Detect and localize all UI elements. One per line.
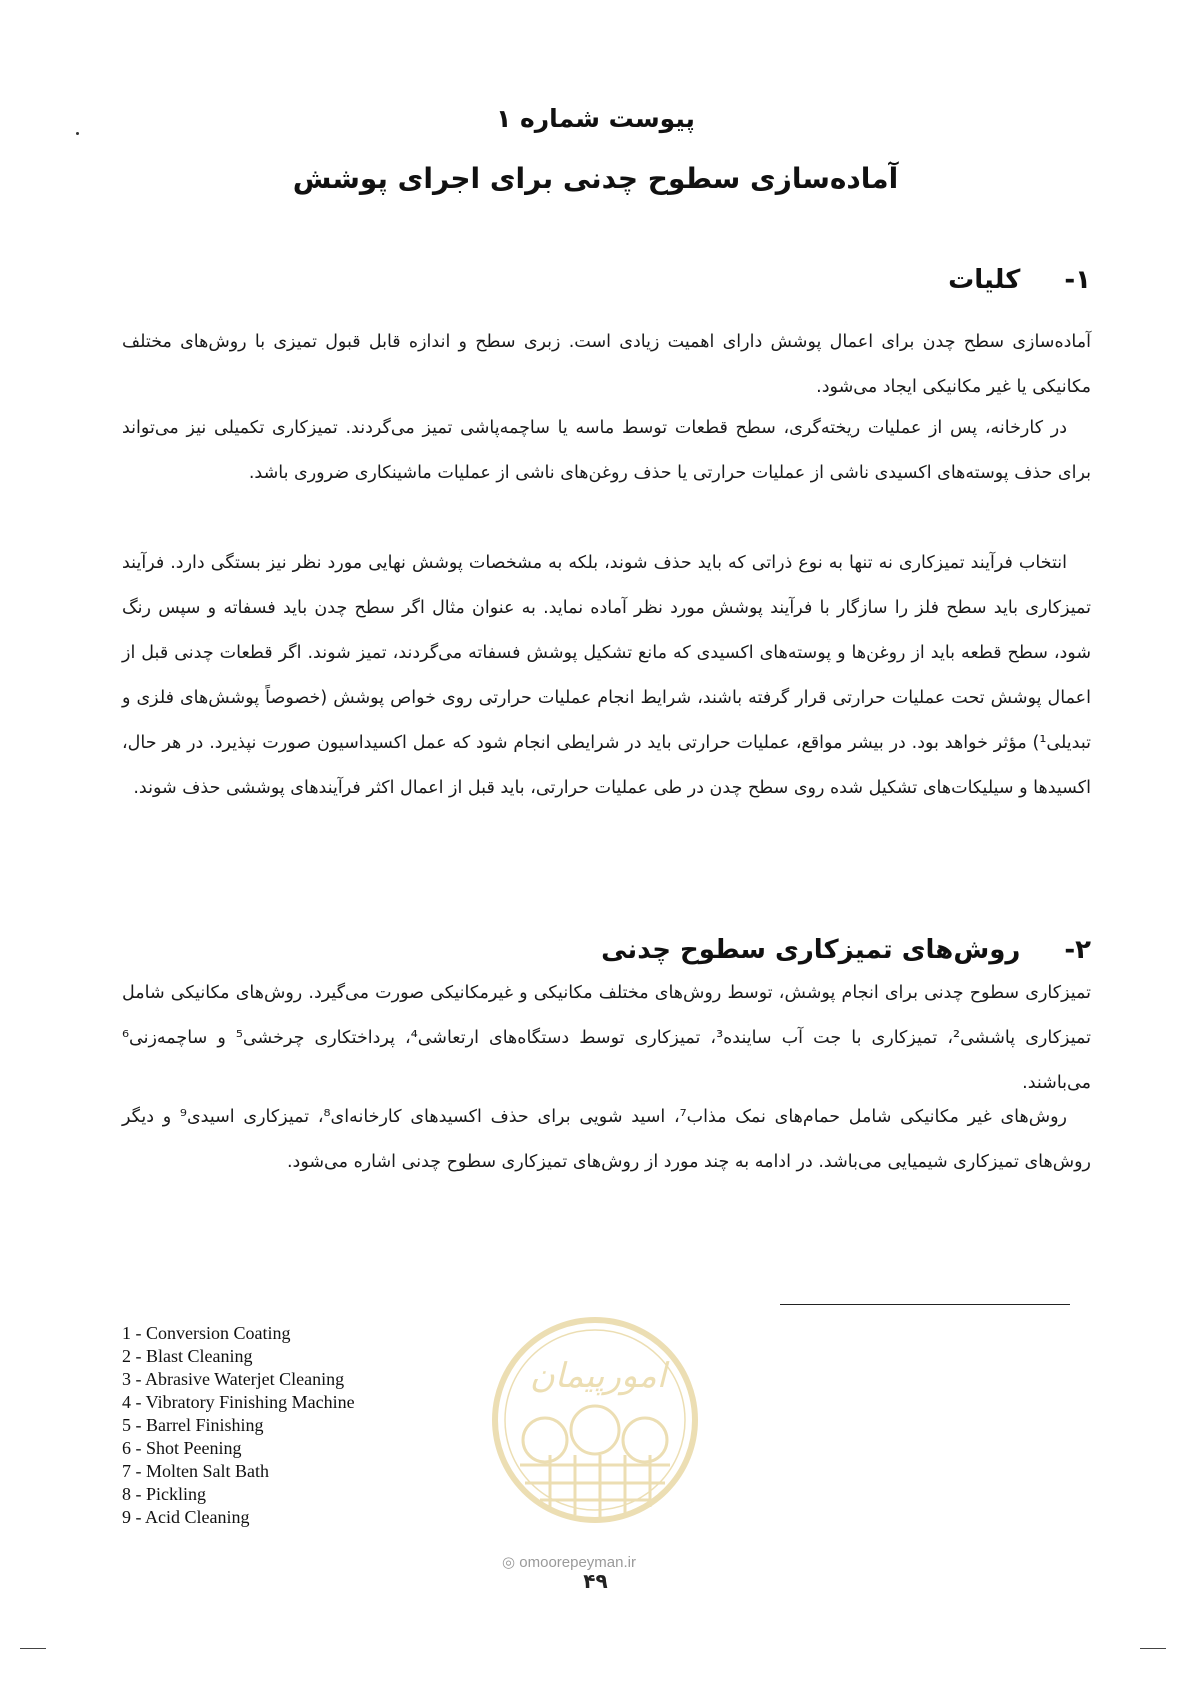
page-number: ۴۹ [583, 1569, 608, 1593]
section-number: ۲- [1064, 935, 1091, 965]
paragraph-text: روش‌های غیر مکانیکی شامل حمام‌های نمک مذاب⁷، اسید شویی برای حذف اکسیدهای کارخانه‌ای⁸، تمیزکاری اسیدی⁹ و دیگر روش‌های تمیزکاری شیمیایی می‌باشد. در ادامه به چند مورد از روش‌های تمیزکاری سطوح چدنی اشاره می‌شود. [122, 1107, 1091, 1172]
section-title: روش‌های تمیزکاری سطوح چدنی [601, 935, 1021, 965]
footnote: 1 - Conversion Coating [122, 1323, 291, 1343]
watermark-logo-text: امورپیمان [529, 1356, 667, 1396]
footnote: 6 - Shot Peening [122, 1438, 242, 1458]
section-1-heading [948, 265, 1091, 295]
footnote: 3 - Abrasive Waterjet Cleaning [122, 1369, 345, 1389]
scan-speck [76, 132, 79, 135]
paragraph [122, 406, 1091, 496]
footnote: 8 - Pickling [122, 1484, 206, 1504]
paragraph [122, 320, 1091, 410]
footnote-list [122, 1322, 355, 1529]
footnote: 2 - Blast Cleaning [122, 1346, 253, 1366]
appendix-main-title: آماده‌سازی سطوح چدنی برای اجرای پوشش [292, 162, 899, 195]
paragraph [122, 1095, 1091, 1185]
footnote: 4 - Vibratory Finishing Machine [122, 1392, 355, 1412]
scan-edge-mark [20, 1648, 46, 1649]
section-title: کلیات [948, 265, 1021, 295]
footnote-separator [780, 1304, 1070, 1305]
section-2-heading [601, 935, 1091, 965]
watermark-url: ◎ omoorepeyman.ir [502, 1554, 636, 1571]
appendix-number-title: پیوست شماره ۱ [496, 104, 695, 133]
paragraph [122, 541, 1091, 811]
paragraph-text: تمیزکاری سطوح چدنی برای انجام پوشش، توسط روش‌های مختلف مکانیکی و غیرمکانیکی صورت می‌گیرد. روش‌های مکانیکی شامل تمیزکاری پاششی²، تمیزکاری با جت آب ساینده³، تمیزکاری توسط دستگاه‌های ارتعاشی⁴، پرداختکاری چرخشی⁵ و ساچمه‌زنی⁶ می‌باشند. [122, 983, 1091, 1093]
footnote: 5 - Barrel Finishing [122, 1415, 264, 1435]
paragraph-text: در کارخانه، پس از عملیات ریخته‌گری، سطح قطعات توسط ماسه یا ساچمه‌پاشی تمیز می‌گردند. تمیزکاری تکمیلی نیز می‌تواند برای حذف پوسته‌های اکسیدی ناشی از عملیات حرارتی یا حذف روغن‌های ناشی از عملیات ماشینکاری ضروری باشد. [122, 418, 1091, 483]
scan-edge-mark [1140, 1648, 1166, 1649]
paragraph-text: آماده‌سازی سطح چدن برای اعمال پوشش دارای اهمیت زیادی است. زبری سطح و اندازه قابل قبول تمیزی با روش‌های مختلف مکانیکی یا غیر مکانیکی ایجاد می‌شود. [122, 332, 1091, 397]
footnote: 7 - Molten Salt Bath [122, 1461, 269, 1481]
section-number: ۱- [1064, 265, 1091, 295]
paragraph-text: انتخاب فرآیند تمیزکاری نه تنها به نوع ذراتی که باید حذف شوند، بلکه به مشخصات پوشش نهایی مورد نظر نیز بستگی دارد. فرآیند تمیزکاری باید سطح فلز را سازگار با فرآیند پوشش مورد نظر آماده نماید. به عنوان مثال اگر سطح چدن باید فسفاته و سپس رنگ شود، سطح قطعه باید از روغن‌ها و پوسته‌های اکسیدی که مانع تشکیل پوشش فسفاته می‌گردند، تمیز شوند. اگر قطعات چدنی قبل از اعمال پوشش تحت عملیات حرارتی قرار گرفته باشند، شرایط انجام عملیات حرارتی روی خواص پوشش (خصوصاً پوشش‌های فلزی و تبدیلی¹) مؤثر خواهد بود. در بیشر مواقع، عملیات حرارتی باید در شرایطی انجام شود که عمل اکسیداسیون صورت نپذیرد. در هر حال، اکسیدها و سیلیکات‌های تشکیل شده روی سطح چدن در طی عملیات حرارتی، باید قبل از اعمال اکثر فرآیندهای پوششی حذف شوند. [122, 553, 1091, 798]
watermark-logo [490, 1315, 700, 1525]
footnote: 9 - Acid Cleaning [122, 1507, 250, 1527]
paragraph [122, 971, 1091, 1106]
watermark-url-text: omoorepeyman.ir [519, 1554, 636, 1571]
